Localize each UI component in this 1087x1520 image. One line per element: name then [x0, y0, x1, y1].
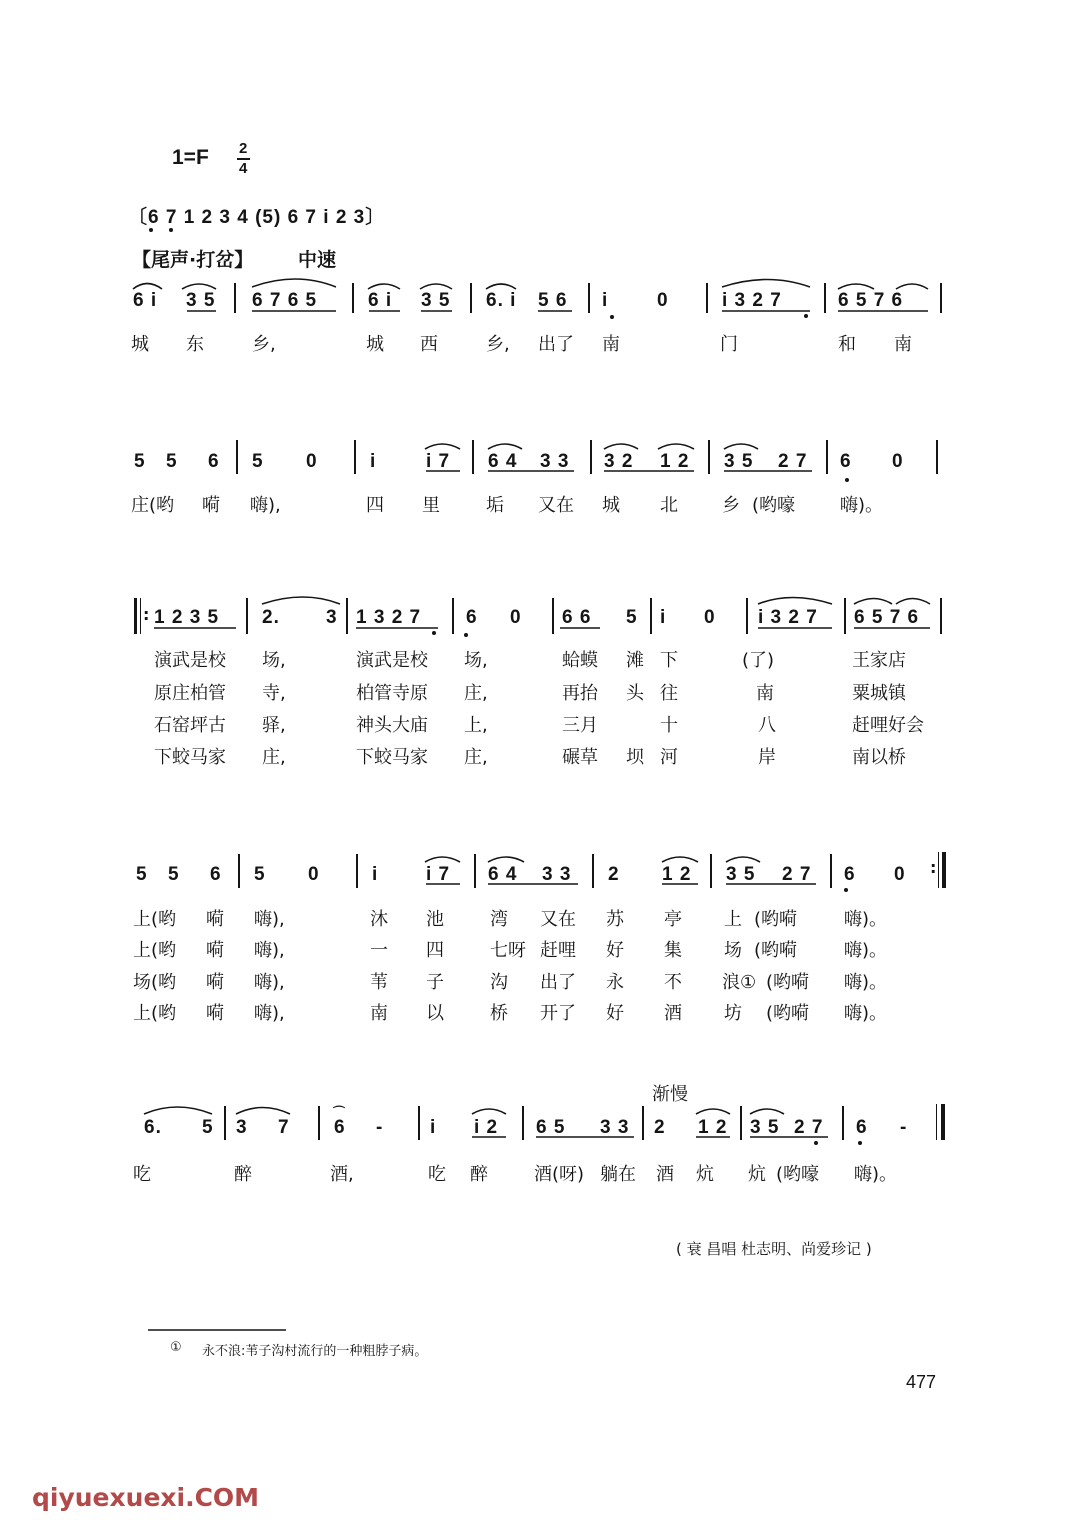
lyric: 北	[660, 495, 678, 516]
lyric: 沐	[370, 909, 388, 930]
lyric: (哟嗬	[754, 940, 798, 961]
lyric: 出了	[540, 972, 576, 993]
lyric: 苏	[606, 909, 624, 930]
note: 5	[168, 864, 180, 885]
note: 2 7	[794, 1117, 824, 1138]
note-group: 6 i	[368, 290, 393, 311]
lyric: 池	[426, 909, 444, 930]
lyric: 好	[606, 1003, 624, 1024]
barline	[940, 283, 942, 313]
note: 6	[844, 864, 856, 885]
note-group: 1 3 2 7	[356, 607, 422, 628]
note: 5	[626, 607, 638, 628]
lyric: 浪①	[722, 972, 757, 993]
repeat-start-thick	[134, 598, 137, 634]
note: i 7	[426, 451, 451, 472]
note: i	[430, 1117, 437, 1138]
lyric: 上(哟	[133, 1003, 177, 1024]
lyric: 嗨)。	[840, 495, 884, 516]
note: 0	[510, 607, 522, 628]
lyric: 好	[606, 940, 624, 961]
note: 1 2	[662, 864, 692, 885]
lyric: 南	[756, 683, 774, 704]
lyric: 七呀	[490, 940, 526, 961]
note: 5	[252, 451, 264, 472]
repeat-start-thin	[140, 598, 141, 634]
lyric: 再抬	[562, 683, 598, 704]
lyric: 躺在	[600, 1164, 636, 1185]
final-barline-thick	[941, 1104, 945, 1140]
barline	[318, 1106, 320, 1140]
lyric: 城	[366, 334, 384, 355]
lyric: 演武是校	[356, 650, 428, 671]
note: 2	[608, 864, 620, 885]
performer-credit: ( 衰 昌唱 杜志明、尚爱珍记 )	[676, 1240, 872, 1258]
barline	[740, 1106, 742, 1140]
note: 3 2	[604, 451, 634, 472]
barline	[706, 283, 708, 313]
repeat-dots: :	[143, 605, 150, 624]
note: i	[660, 607, 667, 628]
lyric: 嗬	[202, 495, 220, 516]
lyric: 亭	[664, 909, 682, 930]
lyric: 出了	[538, 334, 574, 355]
barline	[830, 854, 832, 888]
lyric: 原庄柏管	[154, 683, 226, 704]
lyric: 上,	[464, 715, 488, 736]
lyric: 嗨),	[254, 972, 285, 993]
note: 3 3	[600, 1117, 630, 1138]
lyric: 嗨)。	[854, 1164, 898, 1185]
lyric: 和	[838, 334, 856, 355]
lyric: 酒	[656, 1164, 674, 1185]
note: 6	[208, 451, 220, 472]
note: 0	[308, 864, 320, 885]
prelude-notes: 〔6 7 1 2 3 4 (5) 6 7 i 2 3〕	[128, 207, 386, 228]
note-group: i	[602, 290, 609, 311]
footnote-text: 永不浪:苇子沟村流行的一种粗脖子病。	[202, 1344, 428, 1359]
barline	[452, 598, 454, 634]
lyric: 乡,	[486, 334, 510, 355]
lyric: 湾	[490, 909, 508, 930]
final-barline-thin	[936, 1104, 937, 1140]
note: 5	[166, 451, 178, 472]
repeat-end-thick	[942, 852, 946, 888]
lyric: 下蛟马家	[154, 747, 226, 768]
lyric: 南	[894, 334, 912, 355]
lyric: 庄,	[262, 747, 286, 768]
note: 2.	[262, 607, 280, 628]
lyric: 庄(哟	[131, 495, 175, 516]
lyric: 四	[366, 495, 384, 516]
note: 0	[306, 451, 318, 472]
lyric: 醉	[234, 1164, 252, 1185]
lyric: 嗨),	[250, 495, 281, 516]
barline	[354, 440, 356, 474]
tempo-marking: 中速	[298, 249, 337, 271]
lyric: 上(哟	[133, 909, 177, 930]
lyric: 下蛟马家	[356, 747, 428, 768]
lyric: 南	[602, 334, 620, 355]
note: 6	[466, 607, 478, 628]
note: -	[900, 1117, 908, 1138]
lyric: 嗨)。	[844, 1003, 888, 1024]
note: 6	[210, 864, 222, 885]
lyric: 坝	[626, 747, 644, 768]
note: 5	[134, 451, 146, 472]
lyric: 嗨)。	[844, 940, 888, 961]
lyric: 寺,	[262, 683, 286, 704]
lyric: 门	[720, 334, 738, 355]
lyric: 嗬	[206, 940, 224, 961]
note: 6.	[144, 1117, 162, 1138]
note: 1 2	[660, 451, 690, 472]
note: i 7	[426, 864, 451, 885]
lyric: 沟	[490, 972, 508, 993]
lyric: 吃	[428, 1164, 446, 1185]
note-group: 5 6	[538, 290, 568, 311]
lyric: 滩	[626, 650, 644, 671]
lyric: 乡	[722, 495, 740, 516]
note-group: i 3 2 7	[722, 290, 782, 311]
lyric: 炕	[748, 1164, 766, 1185]
lyric: (哟嚎	[776, 1164, 820, 1185]
time-signature-top: 2	[239, 140, 248, 157]
note: 1 2	[698, 1117, 728, 1138]
lyric: (哟嗬	[766, 1003, 810, 1024]
repeat-dots: :	[930, 858, 937, 877]
note: 5	[254, 864, 266, 885]
section-title: 【尾声·打岔】	[132, 249, 254, 271]
barline	[588, 283, 590, 313]
note: 6 4	[488, 451, 518, 472]
barline	[826, 440, 828, 474]
lyric: 苇	[370, 972, 388, 993]
barline	[642, 1106, 644, 1140]
barline	[346, 598, 348, 634]
barline	[238, 854, 240, 888]
note-group: 6 i	[133, 290, 158, 311]
repeat-end-thin	[938, 852, 939, 888]
barline	[842, 1106, 844, 1140]
barline	[474, 854, 476, 888]
lyric: 南	[370, 1003, 388, 1024]
note-group: 6 5 7 6	[838, 290, 904, 311]
barline	[224, 1106, 226, 1140]
lyric: 上	[724, 909, 742, 930]
lyric: 四	[426, 940, 444, 961]
page-number: 477	[906, 1372, 937, 1392]
lyric: 头	[626, 683, 644, 704]
note-group: 3 5	[186, 290, 216, 311]
note: 6 5	[536, 1117, 566, 1138]
barline	[246, 598, 248, 634]
lyric: 又在	[540, 909, 576, 930]
barline	[234, 283, 236, 313]
lyric: 嗨),	[254, 940, 285, 961]
lyric: 场	[724, 940, 742, 961]
lyric: 永	[606, 972, 624, 993]
key-signature: 1=F	[172, 146, 209, 169]
lyric: 集	[664, 940, 682, 961]
tempo-change: 渐慢	[652, 1084, 688, 1105]
note: 6	[840, 451, 852, 472]
note: 3 3	[540, 451, 570, 472]
note: 3	[326, 607, 338, 628]
lyric: 往	[660, 683, 678, 704]
note: 2	[654, 1117, 666, 1138]
lyric: 不	[664, 972, 682, 993]
note: 3 5	[724, 451, 754, 472]
note: 3 3	[542, 864, 572, 885]
lyric: 嗨)。	[844, 972, 888, 993]
lyric: 嗬	[206, 1003, 224, 1024]
note-group: 6 6	[562, 607, 592, 628]
barline	[590, 440, 592, 474]
lyric: 嗬	[206, 972, 224, 993]
note-group: i 3 2 7	[758, 607, 818, 628]
lyric: 岸	[758, 747, 776, 768]
lyric: 场,	[464, 650, 488, 671]
note: 0	[704, 607, 716, 628]
lyric: 城	[602, 495, 620, 516]
lyric: 十	[660, 715, 678, 736]
lyric: 乡,	[252, 334, 276, 355]
lyric: 西	[420, 334, 438, 355]
note-group: 1 2 3 5	[154, 607, 220, 628]
lyric: 场(哟	[133, 972, 177, 993]
lyric: 王家店	[852, 650, 906, 671]
note: 6 4	[488, 864, 518, 885]
lyric: 炕	[696, 1164, 714, 1185]
note: 0	[892, 451, 904, 472]
lyric: 蛤蟆	[562, 650, 598, 671]
note-group: 0	[657, 290, 669, 311]
note: 5	[136, 864, 148, 885]
barline	[352, 283, 354, 313]
lyric: 赶哩	[540, 940, 576, 961]
note: 0	[894, 864, 906, 885]
note: -	[376, 1117, 384, 1138]
lyric: (哟嗬	[754, 909, 798, 930]
barline	[418, 1106, 420, 1140]
note: 6	[856, 1117, 868, 1138]
lyric: 上(哟	[133, 940, 177, 961]
note: i	[372, 864, 379, 885]
lyric: 酒,	[330, 1164, 354, 1185]
lyric: 嗨),	[254, 1003, 285, 1024]
lyric: 南以桥	[852, 747, 906, 768]
lyric: 柏管寺原	[356, 683, 428, 704]
barline	[708, 440, 710, 474]
lyric: 石窑坪古	[154, 715, 226, 736]
barline	[522, 1106, 524, 1140]
barline	[472, 440, 474, 474]
lyric: 碾草	[562, 747, 598, 768]
note: 3 5	[750, 1117, 780, 1138]
lyric: 垢	[486, 495, 504, 516]
watermark-logo: qiyuexuexi.COM	[32, 1483, 260, 1512]
note: i	[370, 451, 377, 472]
fermata-mark: ⌒	[333, 1105, 346, 1119]
note-group: 3 5	[421, 290, 451, 311]
lyric: 下	[660, 650, 678, 671]
lyric: 子	[426, 972, 444, 993]
barline	[936, 440, 938, 474]
barline	[470, 283, 472, 313]
time-signature-bottom: 4	[239, 160, 248, 177]
note-group: 6 5 7 6	[854, 607, 920, 628]
lyric: 驿,	[262, 715, 286, 736]
note: 3	[236, 1117, 248, 1138]
lyric: 里	[422, 495, 440, 516]
note: 2 7	[778, 451, 808, 472]
lyric: (哟嚎	[752, 495, 796, 516]
lyric: 一	[370, 940, 388, 961]
lyric: 酒	[664, 1003, 682, 1024]
barline	[824, 283, 826, 313]
lyric: 开了	[540, 1003, 576, 1024]
lyric: 嗨)。	[844, 909, 888, 930]
lyric: 城	[131, 334, 149, 355]
lyric: 酒(呀)	[534, 1164, 585, 1185]
note: 2 7	[782, 864, 812, 885]
lyric: 坊	[724, 1003, 742, 1024]
lyric: 河	[660, 747, 678, 768]
lyric: 演武是校	[154, 650, 226, 671]
barline	[940, 598, 942, 634]
lyric: (哟嗬	[766, 972, 810, 993]
barline	[710, 854, 712, 888]
note-group: 6 7 6 5	[252, 290, 318, 311]
barline	[746, 598, 748, 634]
barline	[552, 598, 554, 634]
lyric: 吃	[133, 1164, 151, 1185]
note: i 2	[474, 1117, 499, 1138]
lyric: (了)	[742, 650, 775, 671]
lyric: 神头大庙	[356, 715, 428, 736]
barline	[236, 440, 238, 474]
footnote-marker: ①	[170, 1340, 182, 1355]
note: 5	[202, 1117, 214, 1138]
barline	[650, 598, 652, 634]
barline	[356, 854, 358, 888]
lyric: 粟城镇	[852, 683, 906, 704]
lyric: 庄,	[464, 747, 488, 768]
barline	[592, 854, 594, 888]
note: 3 5	[726, 864, 756, 885]
lyric: 三月	[562, 715, 598, 736]
lyric: 八	[758, 715, 776, 736]
note-group: 6. i	[486, 290, 517, 311]
lyric: 东	[186, 334, 204, 355]
lyric: 醉	[470, 1164, 488, 1185]
lyric: 嗨),	[254, 909, 285, 930]
lyric: 庄,	[464, 683, 488, 704]
lyric: 嗬	[206, 909, 224, 930]
note: 6	[334, 1117, 346, 1138]
lyric: 又在	[538, 495, 574, 516]
lyric: 桥	[490, 1003, 508, 1024]
lyric: 以	[426, 1003, 444, 1024]
note: 7	[278, 1117, 290, 1138]
lyric: 赶哩好会	[852, 715, 924, 736]
lyric: 场,	[262, 650, 286, 671]
barline	[844, 598, 846, 634]
